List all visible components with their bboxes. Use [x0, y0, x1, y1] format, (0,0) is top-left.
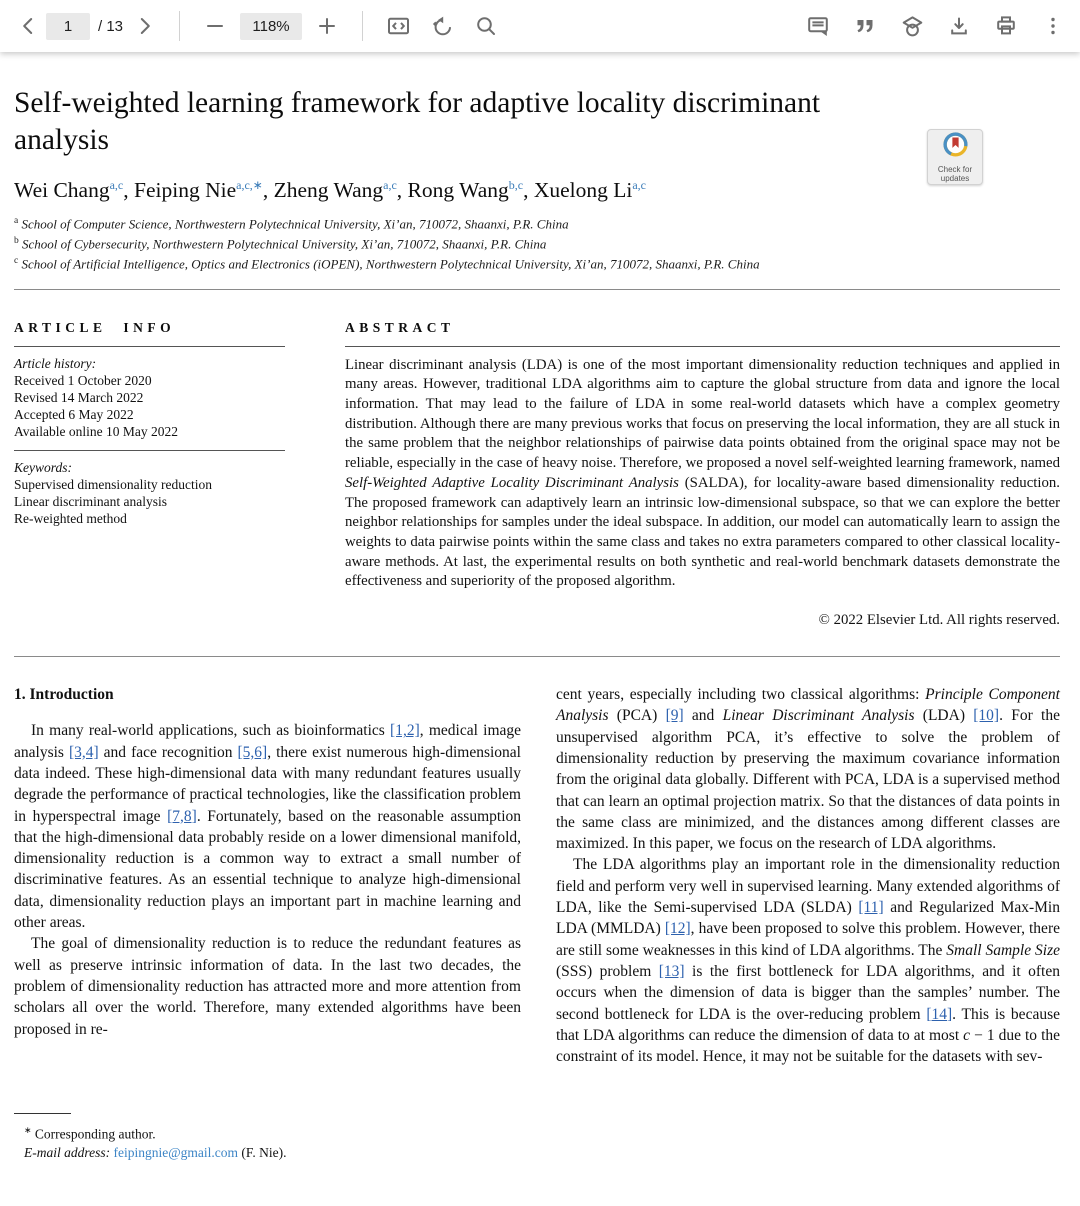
affiliation-text: School of Artificial Intelligence, Optics and Electronics (iOPEN), Northwestern Polytechnical University, Xi’an, 710072, Shaanxi, P.R. China [18, 256, 760, 272]
toolbar-divider [362, 11, 363, 41]
chevron-right-icon [132, 14, 156, 38]
search-icon [474, 14, 498, 38]
text-run: c [963, 1026, 971, 1044]
article-info-rule [14, 450, 285, 451]
minus-icon [203, 14, 227, 38]
previous-page-button[interactable] [12, 9, 46, 43]
text-run: − 1 due to the constraint of its model. Hence, it may not be suitable for the datasets with sev- [556, 1026, 1060, 1066]
fit-width-button[interactable] [381, 9, 415, 43]
text-run: The LDA algorithms play an important role in the dimensionality reduction field and perform very well in supervised learning. Many extended algorithms of LDA, like the Semi-supervised LDA (SLDA) [556, 856, 1060, 917]
chevron-left-icon [17, 14, 41, 38]
more-options-button[interactable] [1036, 9, 1070, 43]
author-separator: , [396, 178, 408, 203]
pdf-page [0, 85, 1080, 1162]
zoom-out-button[interactable] [198, 9, 232, 43]
printer-icon [994, 14, 1018, 38]
affiliation [14, 233, 1060, 253]
badge-label-line1: Check for [937, 165, 973, 174]
zoom-level-value[interactable]: 118% [240, 13, 302, 40]
author-affil-sup: b,c [508, 178, 524, 192]
author-separator: , [123, 178, 135, 203]
article-info-heading: ARTICLE INFO [14, 319, 176, 335]
print-button[interactable] [989, 9, 1023, 43]
plus-icon [315, 14, 339, 38]
check-for-updates-badge[interactable] [927, 129, 983, 185]
citation-link[interactable]: [12] [664, 920, 691, 938]
citation-link[interactable]: [10] [973, 707, 1000, 725]
affiliation-sup: b [14, 235, 19, 246]
toolbar-right-group [801, 9, 1070, 43]
citation-link[interactable]: [13] [658, 962, 685, 980]
download-icon [947, 14, 971, 38]
text-run: , have been proposed to solve this problem. However, there are still some weaknesses in this kind of LDA algorithms. The [556, 920, 1060, 959]
text-run: (SSS) problem [556, 962, 659, 980]
affiliation-text: School of Cybersecurity, Northwestern Polytechnical University, Xi’an, 710072, Shaanxi, P.R. China [18, 236, 547, 252]
author[interactable] [14, 178, 134, 202]
body-paragraph [556, 684, 1060, 854]
download-button[interactable] [942, 9, 976, 43]
citation-link[interactable]: [9] [665, 707, 684, 725]
author-affil-sup: a,c [383, 178, 397, 192]
email-note [14, 1144, 521, 1163]
text-run: Principle Component Analysis [556, 686, 1060, 725]
corresponding-author-text: Corresponding author. [31, 1126, 156, 1142]
abstract-text [345, 356, 1060, 592]
affiliation-text: School of Computer Science, Northwestern Polytechnical University, Xi’an, 710072, Shaanxi, P.R. China [18, 216, 569, 232]
footnote [14, 1113, 521, 1163]
pdf-viewer-toolbar [0, 0, 1080, 52]
abstract-heading: ABSTRACT [345, 319, 455, 335]
badge-label-line2: updates [940, 174, 970, 183]
quotation-marks-icon [853, 14, 877, 38]
text-run: The goal of dimensionality reduction is to reduce the redundant features as well as preserve intrinsic information of data. In the last two decades, the problem of dimensionality reduction has attracted more and more attention from scholars all over the world. Therefore, many extended algorithms have been proposed in re- [14, 935, 521, 1038]
author[interactable] [134, 178, 274, 202]
author-separator: , [262, 178, 274, 203]
body-paragraph [14, 933, 521, 1039]
history-accepted: Accepted 6 May 2022 [14, 406, 134, 422]
scholar-hat-icon [900, 14, 925, 39]
author-affil-sup: a,c,∗ [236, 178, 263, 192]
author-affil-sup: a,c [109, 178, 124, 192]
email-link[interactable]: feipingnie@gmail.com [113, 1144, 239, 1160]
asterisk-marker: ∗ [24, 1124, 32, 1135]
text-run: Linear Discriminant Analysis [722, 707, 915, 725]
abstract-rule [345, 346, 1060, 347]
next-page-button[interactable] [127, 9, 161, 43]
text-run: (PCA) [608, 707, 666, 725]
text-run: . This is because that LDA algorithms can reduce the dimension of data to at most [556, 1005, 1060, 1044]
author-name: Zheng Wang [273, 178, 384, 203]
text-run: . Fortunately, based on the reasonable assumption that the high-dimensional data probably reside on a lower dimensional manifold, dimensionality reduction is a common way to extract a small number of discriminative features. As an essential technique to analyze high-dimensional data, dimensionality reduction plays an important part in machine learning and other areas. [14, 807, 521, 932]
email-suffix: (F. Nie). [238, 1144, 287, 1160]
body-paragraph [14, 720, 521, 933]
text-run: Linear discriminant analysis (LDA) is one of the most important dimensionality reduction techniques and applied in many areas. However, traditional LDA algorithms aim to capture the global structure from data and ignore the local information. That may lead to the failure of LDA in some real-world datasets which have a complex geometry distribution. Although there are many previous works that focus on preserving the local information, they are all stuck in the same problem that the neighbor relationships of pairwise data points obtained from the original space may not be reliable, especially in the case of heavy noise. Therefore, we proposed a novel self-weighted learning framework, named [345, 356, 1060, 472]
text-run: cent years, especially including two classical algorithms: [556, 686, 926, 704]
history-available: Available online 10 May 2022 [14, 423, 178, 439]
crossmark-icon [942, 131, 969, 163]
rotate-button[interactable] [425, 9, 459, 43]
keyword: Re-weighted method [14, 510, 127, 526]
citation-link[interactable]: [7,8] [167, 807, 197, 825]
keyword: Linear discriminant analysis [14, 493, 167, 509]
author[interactable] [274, 178, 408, 202]
citation-link[interactable]: [1,2] [390, 722, 420, 740]
text-run: Small Sample Size [946, 941, 1060, 959]
abstract-section [345, 320, 1060, 629]
citation-link[interactable]: [5,6] [237, 743, 268, 761]
author[interactable] [408, 178, 534, 202]
toolbar-divider [179, 11, 180, 41]
history-revised: Revised 14 March 2022 [14, 389, 144, 405]
affiliation-list [14, 213, 1060, 272]
text-run: , there exist numerous high-dimensional data indeed. These high-dimensional data with many redundant features usually degrade the performance of practical technologies, like the classification problem in hyperspectral image [14, 743, 521, 825]
affiliation [14, 253, 1060, 273]
section-divider [14, 289, 1060, 290]
quotes-button[interactable] [848, 9, 882, 43]
search-button[interactable] [469, 9, 503, 43]
annotation-note-icon [806, 14, 830, 38]
copyright-line: © 2022 Elsevier Ltd. All rights reserved. [818, 612, 1060, 629]
scholar-button[interactable] [895, 9, 929, 43]
author-name: Wei Chang [14, 178, 110, 203]
body-columns [14, 684, 1060, 1162]
author-list [14, 178, 1060, 203]
citation-link[interactable]: [3,4] [68, 743, 99, 761]
text-run: and face recognition [98, 743, 238, 761]
text-run: (LDA) [914, 707, 974, 725]
kebab-menu-icon [1041, 14, 1065, 38]
section-divider [14, 656, 1060, 657]
text-run: and Regularized Max-Min LDA (MMLDA) [556, 899, 1060, 938]
author-name: Xuelong Li [533, 178, 633, 203]
article-history-label: Article history: [14, 355, 97, 371]
author-separator: , [523, 178, 534, 203]
author-name: Rong Wang [407, 178, 509, 203]
corresponding-author-note [14, 1121, 521, 1144]
paper-title: Self-weighted learning framework for adaptive locality discriminant analysis [14, 87, 821, 156]
right-column [556, 684, 1060, 1162]
keywords-label: Keywords: [14, 459, 72, 475]
affiliation-sup: a [14, 216, 19, 227]
rotate-counterclockwise-icon [430, 14, 455, 39]
affiliation-sup: c [14, 255, 19, 266]
author-affil-sup: a,c [632, 178, 647, 192]
author[interactable] [534, 178, 646, 202]
history-received: Received 1 October 2020 [14, 372, 152, 388]
author-name: Feiping Nie [134, 178, 237, 203]
article-info-section [14, 320, 285, 629]
introduction-heading: 1. Introduction [14, 686, 114, 704]
page-number-input[interactable] [46, 13, 90, 40]
keyword: Supervised dimensionality reduction [14, 476, 212, 492]
text-run: and [683, 707, 723, 725]
text-run: , medical image analysis [14, 722, 522, 761]
page-controls [12, 9, 161, 43]
email-label: E-mail address: [24, 1144, 111, 1160]
citation-link[interactable]: [11] [858, 899, 884, 917]
annotations-button[interactable] [801, 9, 835, 43]
left-column [14, 684, 521, 1162]
page-count-label: / 13 [98, 17, 124, 35]
footnote-rule [14, 1113, 71, 1114]
fit-width-icon [386, 14, 411, 38]
text-run: . For the unsupervised algorithm PCA, it’s effective to solve the problem of dimensionality reduction by preserving the maximum covariance information from the original data globally. Different with PCA, LDA is a supervised method that can learn an optimal projection matrix. So that the distances of data points in the same class are minimized, and the distances among different classes are maximized. In this paper, we focus on the research of LDA algorithms. [556, 707, 1060, 853]
affiliation [14, 213, 1060, 233]
text-run: is the first bottleneck for LDA algorithms, and it often occurs when the dimension of data is bigger than the samples’ number. The second bottleneck for LDA is the over-reducing problem [556, 962, 1060, 1023]
text-run: Self-Weighted Adaptive Locality Discriminant Analysis [345, 474, 679, 491]
article-info-rule [14, 346, 285, 347]
citation-link[interactable]: [14] [926, 1005, 953, 1023]
zoom-in-button[interactable] [310, 9, 344, 43]
text-run: (SALDA), for locality-aware based dimensionality reduction. The proposed framework can adaptively learn an intrinsic low-dimensional subspace, so that we can explore the better neighbor relationships for samples under the ideal subspace. In addition, our model can automatically learn to assign the weights to data pairwise points within the same class and takes no extra parameters compared to other classical locality-aware methods. At last, the experimental results on both synthetic and real-world benchmark datasets demonstrate the effectiveness and superiority of the proposed algorithm. [345, 474, 1060, 590]
text-run: In many real-world applications, such as bioinformatics [31, 722, 391, 740]
body-paragraph [556, 854, 1060, 1067]
